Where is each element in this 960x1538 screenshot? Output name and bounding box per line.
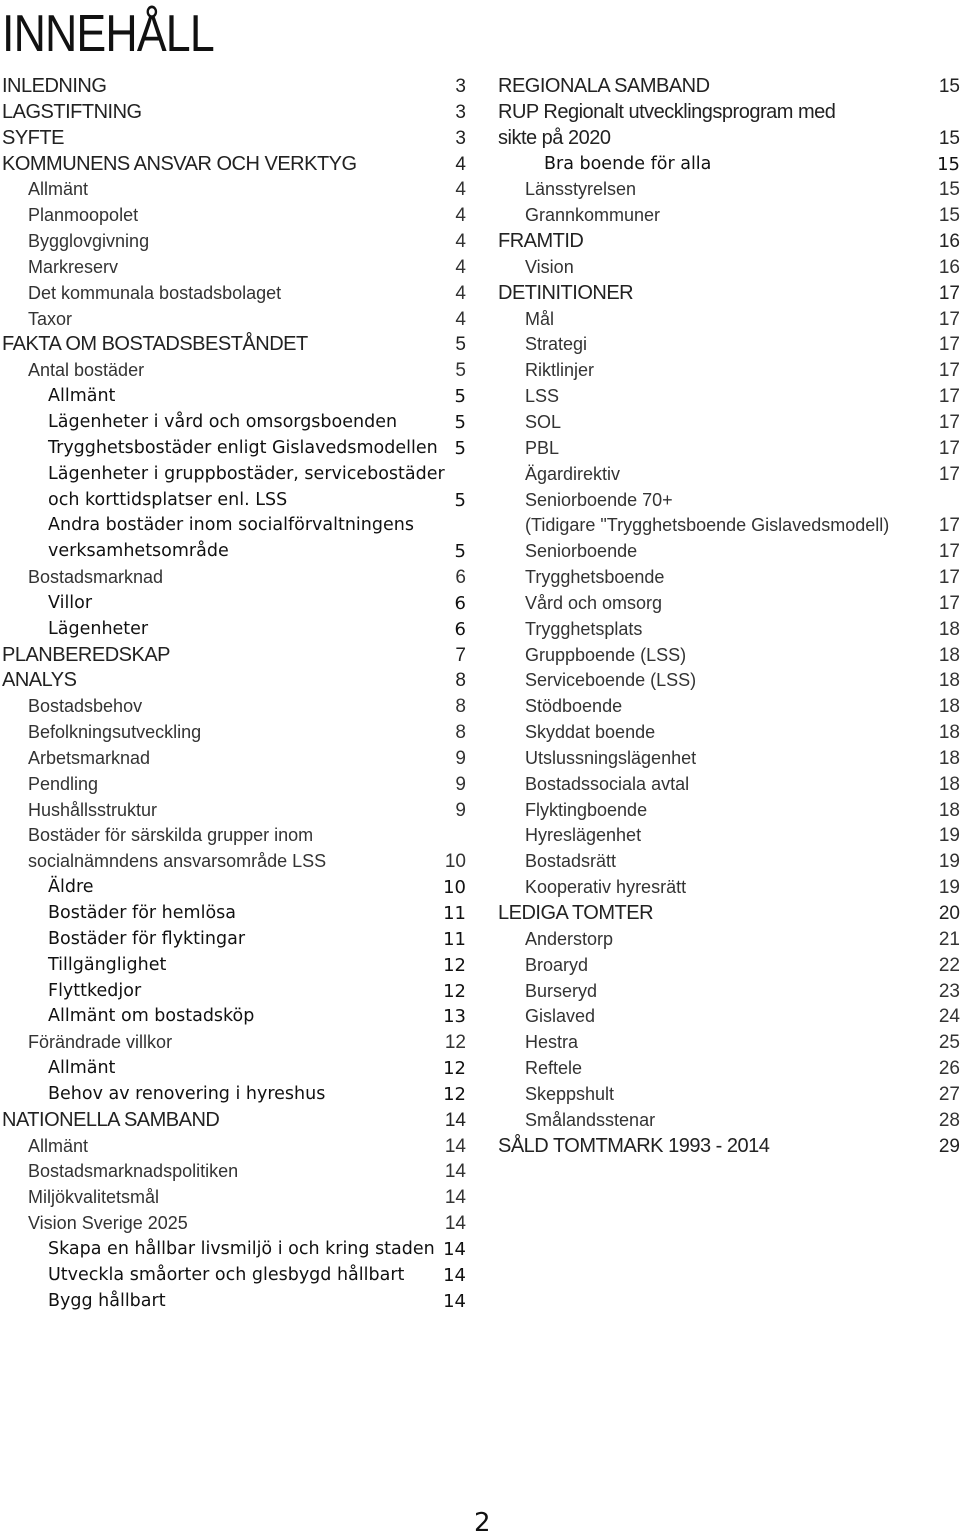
toc-entry-page: 4 xyxy=(455,308,466,330)
toc-entry-page: 19 xyxy=(938,851,960,873)
toc-entry xyxy=(0,152,466,178)
toc-entry-page: 12 xyxy=(443,1083,466,1105)
toc-entry-label: ANALYS xyxy=(2,669,77,692)
toc-entry-page: 28 xyxy=(938,1109,960,1131)
toc-entry-label: Befolkningsutveckling xyxy=(28,722,202,743)
toc-entry xyxy=(0,746,466,772)
toc-entry xyxy=(498,1056,960,1082)
toc-entry-page: 17 xyxy=(938,515,960,537)
toc-entry xyxy=(498,694,960,720)
toc-entry-page: 24 xyxy=(938,1006,960,1028)
toc-entry xyxy=(498,746,960,772)
toc-entry xyxy=(0,436,466,462)
toc-entry xyxy=(0,875,466,901)
toc-entry xyxy=(498,488,960,514)
toc-entry-page: 17 xyxy=(938,386,960,408)
toc-entry-label: Gruppboende (LSS) xyxy=(525,644,687,665)
toc-entry xyxy=(0,1237,466,1263)
toc-entry xyxy=(0,384,466,410)
toc-entry-label: Vård och omsorg xyxy=(525,592,663,613)
toc-entry-page: 15 xyxy=(938,205,960,227)
toc-entry-label: SÅLD TOMTMARK 1993 - 2014 xyxy=(498,1134,770,1157)
toc-entry-label: Allmänt om bostadsköp xyxy=(48,1006,255,1027)
toc-entry xyxy=(0,513,466,539)
toc-entry-page: 11 xyxy=(443,903,466,924)
toc-left-column xyxy=(0,74,466,1315)
toc-entry-page: 4 xyxy=(455,282,466,304)
toc-entry-label: Flyktingboende xyxy=(525,799,648,820)
toc-entry-page: 6 xyxy=(454,618,466,640)
toc-entry xyxy=(0,617,466,643)
toc-entry-page: 18 xyxy=(938,747,960,769)
toc-entry-page: 5 xyxy=(454,541,466,563)
toc-entry xyxy=(498,384,960,410)
toc-entry-page: 18 xyxy=(938,722,960,744)
toc-entry-label: (Tidigare "Trygghetsboende Gislavedsmodell) xyxy=(525,515,890,536)
toc-entry xyxy=(498,953,960,979)
toc-entry-page: 17 xyxy=(938,437,960,459)
toc-entry xyxy=(0,668,466,694)
toc-entry xyxy=(498,823,960,849)
toc-entry xyxy=(0,358,466,384)
toc-entry-page: 15 xyxy=(938,127,960,149)
toc-entry-page: 13 xyxy=(443,1006,466,1028)
toc-entry-page: 15 xyxy=(938,179,960,201)
toc-entry-label: Bostadsrätt xyxy=(525,851,617,872)
toc-entry-label: Markreserv xyxy=(28,256,119,277)
toc-entry-label: Allmänt xyxy=(28,1135,89,1156)
toc-entry xyxy=(0,720,466,746)
toc-entry-page: 15 xyxy=(937,153,960,175)
toc-entry xyxy=(498,126,960,152)
toc-entry-label: INLEDNING xyxy=(2,75,107,97)
toc-entry xyxy=(498,643,960,669)
toc-entry-label: Gislaved xyxy=(525,1006,596,1027)
toc-entry xyxy=(0,1289,466,1315)
toc-entry xyxy=(498,152,960,178)
toc-entry-page: 16 xyxy=(938,231,960,253)
toc-entry-label: Skyddat boende xyxy=(525,722,656,743)
toc-entry-label: Broaryd xyxy=(525,954,589,975)
toc-entry-label: Grannkommuner xyxy=(525,205,661,226)
toc-entry-page: 4 xyxy=(455,153,466,175)
toc-entry-label: Skapa en hållbar livsmiljö i och kring staden xyxy=(48,1238,435,1259)
toc-entry-label: Arbetsmarknad xyxy=(28,747,151,768)
toc-entry-label: Stödboende xyxy=(525,696,623,717)
toc-entry xyxy=(498,979,960,1005)
toc-entry-page: 18 xyxy=(938,618,960,640)
toc-entry xyxy=(498,1108,960,1134)
toc-entry xyxy=(0,979,466,1005)
toc-entry-page: 9 xyxy=(455,747,466,769)
toc-entry xyxy=(0,1030,466,1056)
toc-entry-page: 16 xyxy=(938,256,960,278)
toc-entry xyxy=(498,772,960,798)
toc-entry-page: 19 xyxy=(938,825,960,847)
toc-entry xyxy=(0,255,466,281)
toc-entry-page: 5 xyxy=(454,386,466,408)
toc-entry-label: NATIONELLA SAMBAND xyxy=(2,1108,220,1131)
toc-entry-label: Antal bostäder xyxy=(28,360,145,381)
toc-entry-label: Hestra xyxy=(525,1032,579,1053)
toc-entry-label: Äldre xyxy=(48,877,94,898)
toc-entry-page: 4 xyxy=(455,205,466,227)
toc-entry-label: Vision xyxy=(525,256,574,277)
toc-entry xyxy=(498,875,960,901)
toc-entry xyxy=(498,798,960,824)
toc-entry-page: 23 xyxy=(938,980,960,1002)
toc-entry-page: 14 xyxy=(443,1290,466,1312)
toc-entry xyxy=(0,1263,466,1289)
toc-entry xyxy=(498,1082,960,1108)
toc-entry-label: Miljökvalitetsmål xyxy=(28,1187,160,1208)
toc-entry-page: 5 xyxy=(454,489,466,511)
toc-entry xyxy=(0,410,466,436)
toc-entry-page: 25 xyxy=(938,1032,960,1054)
toc-entry-label: Villor xyxy=(48,592,93,613)
toc-entry-label: Hushållsstruktur xyxy=(28,799,158,820)
toc-entry xyxy=(498,410,960,436)
toc-entry xyxy=(0,927,466,953)
toc-entry-page: 29 xyxy=(938,1135,960,1157)
toc-entry-page: 10 xyxy=(443,877,466,899)
toc-entry xyxy=(0,823,466,849)
toc-entry xyxy=(0,177,466,203)
toc-entry-page: 12 xyxy=(443,980,466,1002)
toc-entry-page: 10 xyxy=(444,851,466,873)
toc-entry xyxy=(0,1159,466,1185)
toc-entry-label: Pendling xyxy=(28,773,99,794)
toc-entry-page: 14 xyxy=(444,1187,466,1209)
toc-entry-page: 4 xyxy=(455,179,466,201)
toc-entry-page: 20 xyxy=(938,903,960,924)
toc-entry-label: Hyreslägenhet xyxy=(525,825,642,846)
toc-entry-label: och korttidsplatser enl. LSS xyxy=(48,489,288,510)
toc-entry-label: Skeppshult xyxy=(525,1083,615,1104)
toc-entry-label: DETINITIONER xyxy=(498,281,634,304)
toc-entry-label: Mål xyxy=(525,308,555,329)
toc-entry-label: Planmoopolet xyxy=(28,205,139,226)
toc-entry-page: 5 xyxy=(455,334,466,356)
toc-entry-page: 19 xyxy=(938,877,960,899)
toc-entry xyxy=(0,281,466,307)
toc-entry-page: 26 xyxy=(938,1058,960,1080)
toc-entry-label: Bostäder för flyktingar xyxy=(48,928,246,949)
toc-entry-page: 5 xyxy=(454,411,466,433)
toc-entry-page: 9 xyxy=(455,799,466,821)
toc-entry-label: RUP Regionalt utvecklingsprogram med xyxy=(498,100,836,123)
toc-entry-label: Smålandsstenar xyxy=(525,1109,656,1130)
toc-entry-label: FRAMTID xyxy=(498,230,584,253)
toc-entry-label: Lägenheter i vård och omsorgsboenden xyxy=(48,411,398,432)
toc-entry xyxy=(0,694,466,720)
toc-entry xyxy=(498,720,960,746)
toc-entry-label: Anderstorp xyxy=(525,928,614,949)
toc-entry-page: 9 xyxy=(455,773,466,795)
toc-entry xyxy=(498,436,960,462)
toc-entry-label: Bostadsmarknadspolitiken xyxy=(28,1161,239,1182)
toc-entry-label: Lägenheter i gruppbostäder, servicebostäder xyxy=(48,463,445,484)
toc-entry-page: 4 xyxy=(455,256,466,278)
toc-entry xyxy=(0,1185,466,1211)
toc-entry xyxy=(0,229,466,255)
toc-entry xyxy=(498,513,960,539)
toc-entry-page: 3 xyxy=(455,101,466,123)
toc-entry xyxy=(0,643,466,669)
toc-entry-page: 14 xyxy=(444,1213,466,1235)
toc-entry-label: Seniorboende 70+ xyxy=(525,489,673,510)
toc-entry-label: Bostadssociala avtal xyxy=(525,773,690,794)
toc-entry-page: 12 xyxy=(443,954,466,976)
toc-entry-label: Strategi xyxy=(525,334,588,355)
toc-entry-label: Riktlinjer xyxy=(525,360,595,381)
toc-entry-page: 8 xyxy=(455,722,466,744)
toc-entry xyxy=(498,668,960,694)
toc-entry-page: 22 xyxy=(938,954,960,976)
toc-entry-label: Taxor xyxy=(28,308,73,329)
toc-entry-page: 5 xyxy=(454,437,466,459)
toc-entry-label: Länsstyrelsen xyxy=(525,179,637,200)
page-title: INNEHÅLL xyxy=(2,5,214,63)
toc-entry xyxy=(0,307,466,333)
toc-entry-page: 14 xyxy=(443,1238,466,1260)
toc-entry xyxy=(0,901,466,927)
toc-entry-page: 21 xyxy=(938,928,960,950)
toc-entry xyxy=(498,462,960,488)
toc-entry-label: socialnämndens ansvarsområde LSS xyxy=(28,851,327,872)
toc-entry-label: Allmänt xyxy=(28,179,89,200)
toc-entry xyxy=(0,772,466,798)
toc-entry-page: 14 xyxy=(444,1135,466,1157)
toc-entry xyxy=(0,126,466,152)
toc-entry-label: PBL xyxy=(525,437,560,458)
toc-entry xyxy=(0,488,466,514)
toc-entry-label: Bostäder för hemlösa xyxy=(48,903,236,923)
toc-entry-page: 12 xyxy=(443,1058,466,1080)
toc-entry xyxy=(498,74,960,100)
toc-entry-label: Utveckla småorter och glesbygd hållbart xyxy=(48,1264,405,1285)
toc-entry-label: SOL xyxy=(525,411,562,432)
toc-entry-page: 18 xyxy=(938,799,960,821)
toc-entry-label: Kooperativ hyresrätt xyxy=(525,877,687,898)
toc-entry-label: Reftele xyxy=(525,1058,583,1079)
toc-entry xyxy=(498,849,960,875)
toc-entry xyxy=(0,1082,466,1108)
toc-entry xyxy=(0,798,466,824)
toc-entry xyxy=(498,255,960,281)
toc-entry-label: Behov av renovering i hyreshus xyxy=(48,1083,326,1104)
toc-entry-label: Bostäder för särskilda grupper inom xyxy=(28,825,314,846)
toc-entry xyxy=(0,1134,466,1160)
toc-entry-label: Allmänt xyxy=(48,1058,116,1079)
toc-entry-label: Serviceboende (LSS) xyxy=(525,670,697,691)
toc-entry-page: 6 xyxy=(454,592,466,614)
toc-entry xyxy=(498,565,960,591)
toc-entry-label: Utslussningslägenhet xyxy=(525,747,697,768)
toc-entry-page: 6 xyxy=(455,567,466,589)
toc-entry xyxy=(498,591,960,617)
toc-entry xyxy=(0,565,466,591)
toc-entry xyxy=(0,203,466,229)
toc-entry-page: 3 xyxy=(455,76,466,97)
toc-entry-label: KOMMUNENS ANSVAR OCH VERKTYG xyxy=(2,152,357,175)
toc-entry-page: 4 xyxy=(455,231,466,253)
toc-entry xyxy=(498,358,960,384)
toc-entry-label: Förändrade villkor xyxy=(28,1032,173,1053)
toc-entry-label: Burseryd xyxy=(525,980,598,1001)
toc-entry-page: 18 xyxy=(938,773,960,795)
toc-entry-label: sikte på 2020 xyxy=(498,126,611,149)
toc-entry-label: FAKTA OM BOSTADSBESTÅNDET xyxy=(2,333,308,356)
toc-entry-label: LSS xyxy=(525,386,560,407)
toc-entry xyxy=(498,203,960,229)
toc-entry-page: 27 xyxy=(938,1083,960,1105)
toc-entry-label: Allmänt xyxy=(48,386,116,407)
toc-entry-label: Bostadsbehov xyxy=(28,696,143,717)
toc-entry-label: Flyttkedjor xyxy=(48,980,142,1001)
toc-entry xyxy=(0,1004,466,1030)
page-number: 2 xyxy=(474,1508,491,1538)
toc-entry xyxy=(498,100,960,126)
toc-entry xyxy=(0,462,466,488)
toc-entry-page: 3 xyxy=(455,127,466,149)
toc-entry-label: verksamhetsområde xyxy=(48,541,229,562)
toc-entry-page: 17 xyxy=(938,463,960,485)
toc-entry-label: PLANBEREDSKAP xyxy=(2,643,171,666)
toc-entry xyxy=(0,539,466,565)
toc-entry xyxy=(498,617,960,643)
toc-entry xyxy=(498,281,960,307)
toc-entry xyxy=(498,1004,960,1030)
toc-entry-page: 14 xyxy=(444,1161,466,1183)
toc-entry-page: 11 xyxy=(443,928,466,950)
toc-entry-page: 17 xyxy=(938,567,960,589)
toc-entry xyxy=(0,849,466,875)
toc-entry xyxy=(498,177,960,203)
toc-entry xyxy=(0,953,466,979)
toc-entry-page: 8 xyxy=(455,670,466,692)
toc-entry-page: 17 xyxy=(938,360,960,382)
toc-entry xyxy=(0,1108,466,1134)
toc-entry xyxy=(0,591,466,617)
toc-entry-label: SYFTE xyxy=(2,126,64,149)
toc-entry-label: Bra boende för alla xyxy=(544,153,712,174)
toc-entry xyxy=(498,332,960,358)
toc-entry-page: 17 xyxy=(938,334,960,356)
toc-entry-label: Seniorboende xyxy=(525,541,638,562)
toc-entry-label: Lägenheter xyxy=(48,618,149,639)
toc-entry-label: LAGSTIFTNING xyxy=(2,100,142,123)
toc-entry-label: Bostadsmarknad xyxy=(28,567,164,588)
toc-entry-label: Bygglovgivning xyxy=(28,231,150,252)
toc-entry-page: 18 xyxy=(938,670,960,692)
toc-entry-page: 5 xyxy=(455,360,466,382)
toc-entry xyxy=(498,1134,960,1160)
toc-entry-label: Ägardirektiv xyxy=(525,463,621,484)
toc-entry xyxy=(498,307,960,333)
toc-entry-page: 15 xyxy=(938,76,960,97)
toc-entry xyxy=(498,1030,960,1056)
toc-entry-label: Trygghetsplats xyxy=(525,618,643,639)
toc-entry-page: 17 xyxy=(938,308,960,330)
toc-right-column xyxy=(498,74,960,1159)
toc-entry-label: Tillgänglighet xyxy=(48,954,167,975)
toc-entry-label: Andra bostäder inom socialförvaltningens xyxy=(48,515,414,536)
toc-entry-label: Trygghetsbostäder enligt Gislavedsmodellen xyxy=(48,437,438,458)
toc-entry-page: 17 xyxy=(938,592,960,614)
toc-entry-label: REGIONALA SAMBAND xyxy=(498,75,710,97)
toc-entry-page: 17 xyxy=(938,282,960,304)
toc-entry-label: Trygghetsboende xyxy=(525,567,665,588)
toc-entry xyxy=(498,229,960,255)
toc-entry-label: Det kommunala bostadsbolaget xyxy=(28,282,282,303)
toc-entry xyxy=(498,539,960,565)
toc-entry-page: 7 xyxy=(455,644,466,666)
toc-entry-page: 17 xyxy=(938,541,960,563)
toc-entry-page: 17 xyxy=(938,411,960,433)
toc-entry-page: 8 xyxy=(455,696,466,718)
toc-entry-page: 14 xyxy=(444,1109,466,1131)
toc-entry xyxy=(0,74,466,100)
toc-entry xyxy=(0,332,466,358)
toc-entry-page: 18 xyxy=(938,644,960,666)
toc-entry xyxy=(498,901,960,927)
toc-entry-page: 18 xyxy=(938,696,960,718)
toc-entry-label: Bygg hållbart xyxy=(48,1290,166,1311)
toc-entry xyxy=(498,927,960,953)
toc-entry-page: 14 xyxy=(443,1264,466,1286)
toc-entry xyxy=(0,1211,466,1237)
toc-entry xyxy=(0,100,466,126)
toc-entry-page: 12 xyxy=(444,1032,466,1054)
toc-entry-label: Vision Sverige 2025 xyxy=(28,1213,188,1234)
toc-entry xyxy=(0,1056,466,1082)
toc-entry-label: LEDIGA TOMTER xyxy=(498,902,654,924)
